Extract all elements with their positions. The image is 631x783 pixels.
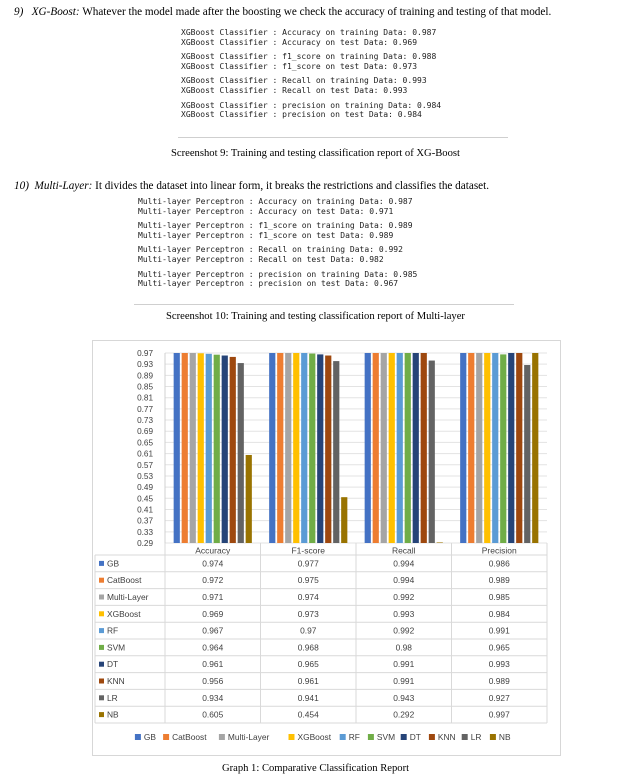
section10-paragraph bbox=[14, 180, 489, 192]
bar-catboost-accuracy bbox=[182, 353, 188, 543]
y-tick-label: 0.61 bbox=[137, 449, 153, 459]
section9-paragraph bbox=[14, 6, 551, 18]
bar-svm-precision bbox=[500, 354, 506, 543]
data-value-label: 0.454 bbox=[297, 709, 319, 720]
legend-label: RF bbox=[348, 732, 360, 742]
section10-caption: Screenshot 10: Training and testing classification report of Multi-layer bbox=[166, 311, 465, 322]
bar-dt-accuracy bbox=[222, 356, 228, 543]
section9-console-rule bbox=[178, 137, 508, 138]
bar-lr-precision bbox=[524, 365, 530, 543]
data-value-label: 0.992 bbox=[393, 625, 415, 636]
bar-dt-f1-score bbox=[317, 354, 323, 543]
legend-key-gb bbox=[99, 561, 104, 566]
bar-nb-accuracy bbox=[246, 455, 252, 543]
series-name: CatBoost bbox=[107, 575, 142, 586]
bar-catboost-recall bbox=[373, 353, 379, 543]
bar-lr-f1-score bbox=[333, 361, 339, 543]
section9-title: XG-Boost: bbox=[31, 6, 80, 18]
data-value-label: 0.984 bbox=[488, 608, 510, 619]
data-value-label: 0.994 bbox=[393, 558, 415, 569]
series-name: RF bbox=[107, 625, 119, 636]
y-tick-label: 0.53 bbox=[137, 471, 153, 481]
legend-key-catboost bbox=[99, 578, 104, 583]
y-tick-label: 0.29 bbox=[137, 539, 153, 548]
y-tick-label: 0.85 bbox=[137, 382, 153, 392]
legend-key-dt bbox=[99, 662, 104, 667]
bar-catboost-precision bbox=[468, 353, 474, 543]
data-value-label: 0.975 bbox=[297, 575, 319, 586]
data-value-label: 0.991 bbox=[393, 659, 415, 670]
bar-gb-f1-score bbox=[269, 353, 275, 543]
data-value-label: 0.956 bbox=[202, 676, 224, 686]
bar-xgboost-recall bbox=[389, 353, 395, 543]
y-tick-label: 0.49 bbox=[137, 483, 153, 493]
legend-swatch-catboost bbox=[163, 734, 169, 740]
data-value-label: 0.605 bbox=[202, 709, 224, 720]
legend-key-rf bbox=[99, 628, 104, 633]
legend-label: GB bbox=[143, 732, 157, 742]
section10-console-rule bbox=[134, 304, 514, 305]
console-line: Multi-layer Perceptron : Recall on test Data: 0.982 bbox=[138, 254, 384, 264]
y-tick-label: 0.93 bbox=[137, 360, 153, 370]
section10-console-output bbox=[138, 197, 417, 289]
section9-console-output bbox=[181, 28, 441, 120]
data-value-label: 0.97 bbox=[300, 625, 317, 636]
series-name: DT bbox=[107, 659, 119, 670]
category-header: Recall bbox=[391, 545, 416, 556]
comparative-bar-chart bbox=[93, 341, 560, 755]
bar-lr-accuracy bbox=[238, 363, 244, 543]
console-line: Multi-layer Perceptron : f1_score on training Data: 0.989 bbox=[138, 221, 413, 231]
bar-knn-precision bbox=[516, 353, 522, 543]
console-line: Multi-layer Perceptron : precision on test Data: 0.967 bbox=[138, 279, 399, 289]
bar-catboost-f1-score bbox=[277, 353, 283, 543]
bar-dt-recall bbox=[413, 353, 419, 543]
bar-multi-layer-recall bbox=[381, 353, 387, 543]
console-line: Multi-layer Perceptron : Recall on training Data: 0.992 bbox=[138, 245, 403, 255]
data-value-label: 0.943 bbox=[393, 692, 415, 703]
bar-svm-accuracy bbox=[214, 355, 220, 543]
bar-knn-accuracy bbox=[230, 357, 236, 543]
data-value-label: 0.989 bbox=[488, 575, 510, 586]
data-value-label: 0.989 bbox=[488, 676, 510, 686]
bar-multi-layer-f1-score bbox=[285, 353, 291, 543]
data-value-label: 0.292 bbox=[393, 709, 415, 720]
y-tick-label: 0.89 bbox=[137, 371, 153, 381]
bar-nb-recall bbox=[437, 542, 443, 543]
console-line: Multi-layer Perceptron : Accuracy on training Data: 0.987 bbox=[138, 197, 413, 206]
legend-swatch-lr bbox=[462, 734, 468, 740]
data-value-label: 0.977 bbox=[297, 558, 319, 569]
bar-svm-f1-score bbox=[309, 354, 315, 543]
section10-title: Multi-Layer: bbox=[34, 180, 93, 192]
series-name: GB bbox=[107, 558, 120, 569]
series-name: XGBoost bbox=[107, 608, 141, 619]
console-line: XGBoost Classifier : f1_score on training Data: 0.988 bbox=[181, 52, 437, 62]
series-name: NB bbox=[107, 709, 119, 720]
bar-xgboost-f1-score bbox=[293, 353, 299, 543]
category-header: F1-score bbox=[291, 545, 326, 556]
y-tick-label: 0.57 bbox=[137, 460, 153, 470]
data-value-label: 0.973 bbox=[297, 608, 319, 619]
data-value-label: 0.969 bbox=[202, 608, 224, 619]
chart-frame bbox=[92, 340, 561, 756]
bar-nb-precision bbox=[532, 353, 538, 543]
console-line: XGBoost Classifier : Recall on test Data: 0.993 bbox=[181, 85, 408, 95]
bar-rf-recall bbox=[397, 353, 403, 543]
console-line: XGBoost Classifier : Accuracy on training Data: 0.987 bbox=[181, 28, 437, 37]
data-value-label: 0.974 bbox=[202, 558, 224, 569]
series-name: SVM bbox=[107, 642, 126, 653]
legend-key-multi-layer bbox=[99, 595, 104, 600]
legend-label: NB bbox=[498, 732, 511, 742]
category-header: Accuracy bbox=[195, 545, 231, 556]
bar-multi-layer-precision bbox=[476, 353, 482, 543]
data-value-label: 0.974 bbox=[297, 592, 319, 602]
bar-gb-recall bbox=[365, 353, 371, 543]
y-tick-label: 0.41 bbox=[137, 505, 153, 515]
data-value-label: 0.994 bbox=[393, 575, 415, 586]
y-tick-label: 0.37 bbox=[137, 516, 153, 526]
legend-label: SVM bbox=[376, 732, 396, 742]
data-value-label: 0.961 bbox=[202, 659, 224, 670]
console-line: XGBoost Classifier : precision on test Data: 0.984 bbox=[181, 110, 422, 120]
legend-key-svm bbox=[99, 645, 104, 650]
bar-nb-f1-score bbox=[341, 497, 347, 543]
legend-swatch-knn bbox=[429, 734, 435, 740]
data-value-label: 0.991 bbox=[488, 625, 510, 636]
y-tick-label: 0.77 bbox=[137, 404, 153, 414]
console-line: XGBoost Classifier : precision on training Data: 0.984 bbox=[181, 100, 442, 110]
data-value-label: 0.992 bbox=[393, 592, 415, 602]
legend-label: DT bbox=[409, 732, 421, 742]
data-value-label: 0.986 bbox=[488, 558, 510, 569]
console-line: Multi-layer Perceptron : f1_score on test Data: 0.989 bbox=[138, 230, 394, 240]
console-line: Multi-layer Perceptron : precision on training Data: 0.985 bbox=[138, 269, 418, 279]
legend-key-knn bbox=[99, 679, 104, 684]
section9-text: Whatever the model made after the boosting we check the accuracy of training and testing of that model. bbox=[82, 6, 552, 18]
legend-swatch-gb bbox=[135, 734, 141, 740]
bar-knn-f1-score bbox=[325, 356, 331, 543]
data-value-label: 0.964 bbox=[202, 642, 224, 653]
console-line: XGBoost Classifier : f1_score on test Data: 0.973 bbox=[181, 61, 418, 71]
bar-knn-recall bbox=[421, 353, 427, 543]
series-name: LR bbox=[107, 692, 118, 703]
console-line: Multi-layer Perceptron : Accuracy on test Data: 0.971 bbox=[138, 206, 394, 216]
data-value-label: 0.965 bbox=[297, 659, 319, 670]
data-value-label: 0.972 bbox=[202, 575, 224, 586]
y-tick-label: 0.65 bbox=[137, 438, 153, 448]
section9-number: 9) bbox=[14, 6, 24, 18]
bar-rf-precision bbox=[492, 353, 498, 543]
section9-caption: Screenshot 9: Training and testing classification report of XG-Boost bbox=[171, 148, 460, 159]
legend-swatch-nb bbox=[490, 734, 496, 740]
y-tick-label: 0.69 bbox=[137, 427, 153, 437]
series-name: Multi-Layer bbox=[107, 592, 149, 602]
data-value-label: 0.927 bbox=[488, 692, 510, 703]
data-value-label: 0.941 bbox=[297, 692, 319, 703]
legend-swatch-rf bbox=[340, 734, 346, 740]
legend-swatch-multi-layer bbox=[219, 734, 225, 740]
bar-rf-accuracy bbox=[206, 354, 212, 543]
bar-dt-precision bbox=[508, 353, 514, 543]
bar-svm-recall bbox=[405, 353, 411, 543]
bar-rf-f1-score bbox=[301, 353, 307, 543]
console-line: XGBoost Classifier : Recall on training Data: 0.993 bbox=[181, 76, 427, 86]
legend-swatch-svm bbox=[368, 734, 374, 740]
legend-key-xgboost bbox=[99, 611, 104, 616]
data-value-label: 0.965 bbox=[488, 642, 510, 653]
y-tick-label: 0.33 bbox=[137, 527, 153, 537]
legend-label: LR bbox=[470, 732, 482, 742]
data-value-label: 0.997 bbox=[488, 709, 510, 720]
bar-lr-recall bbox=[429, 361, 435, 543]
legend-label: XGBoost bbox=[297, 732, 332, 742]
y-tick-label: 0.45 bbox=[137, 494, 153, 504]
section10-text: It divides the dataset into linear form, it breaks the restrictions and classifies the dataset. bbox=[95, 180, 490, 192]
category-header: Precision bbox=[481, 545, 517, 556]
data-value-label: 0.991 bbox=[393, 676, 415, 686]
graph-caption: Graph 1: Comparative Classification Report bbox=[221, 763, 410, 774]
legend-swatch-xgboost bbox=[289, 734, 295, 740]
legend-swatch-dt bbox=[401, 734, 407, 740]
data-value-label: 0.985 bbox=[488, 592, 510, 602]
legend-key-lr bbox=[99, 695, 104, 700]
data-value-label: 0.961 bbox=[297, 676, 319, 686]
legend-key-nb bbox=[99, 712, 104, 717]
legend-label: CatBoost bbox=[172, 732, 207, 742]
data-value-label: 0.968 bbox=[297, 642, 319, 653]
legend-label: KNN bbox=[437, 732, 456, 742]
data-value-label: 0.967 bbox=[202, 625, 224, 636]
y-tick-label: 0.97 bbox=[137, 349, 153, 358]
bar-multi-layer-accuracy bbox=[190, 353, 196, 543]
console-line: XGBoost Classifier : Accuracy on test Data: 0.969 bbox=[181, 37, 418, 47]
data-value-label: 0.971 bbox=[202, 592, 224, 602]
bar-gb-precision bbox=[460, 353, 466, 543]
data-value-label: 0.98 bbox=[395, 642, 412, 653]
y-tick-label: 0.81 bbox=[137, 393, 153, 403]
legend-label: Multi-Layer bbox=[227, 732, 270, 742]
section10-number: 10) bbox=[14, 180, 29, 192]
y-tick-label: 0.73 bbox=[137, 416, 153, 426]
data-value-label: 0.993 bbox=[393, 608, 415, 619]
data-value-label: 0.934 bbox=[202, 692, 224, 703]
bar-gb-accuracy bbox=[174, 353, 180, 543]
series-name: KNN bbox=[107, 676, 125, 686]
data-value-label: 0.993 bbox=[488, 659, 510, 670]
bar-xgboost-precision bbox=[484, 353, 490, 543]
bar-xgboost-accuracy bbox=[198, 353, 204, 543]
